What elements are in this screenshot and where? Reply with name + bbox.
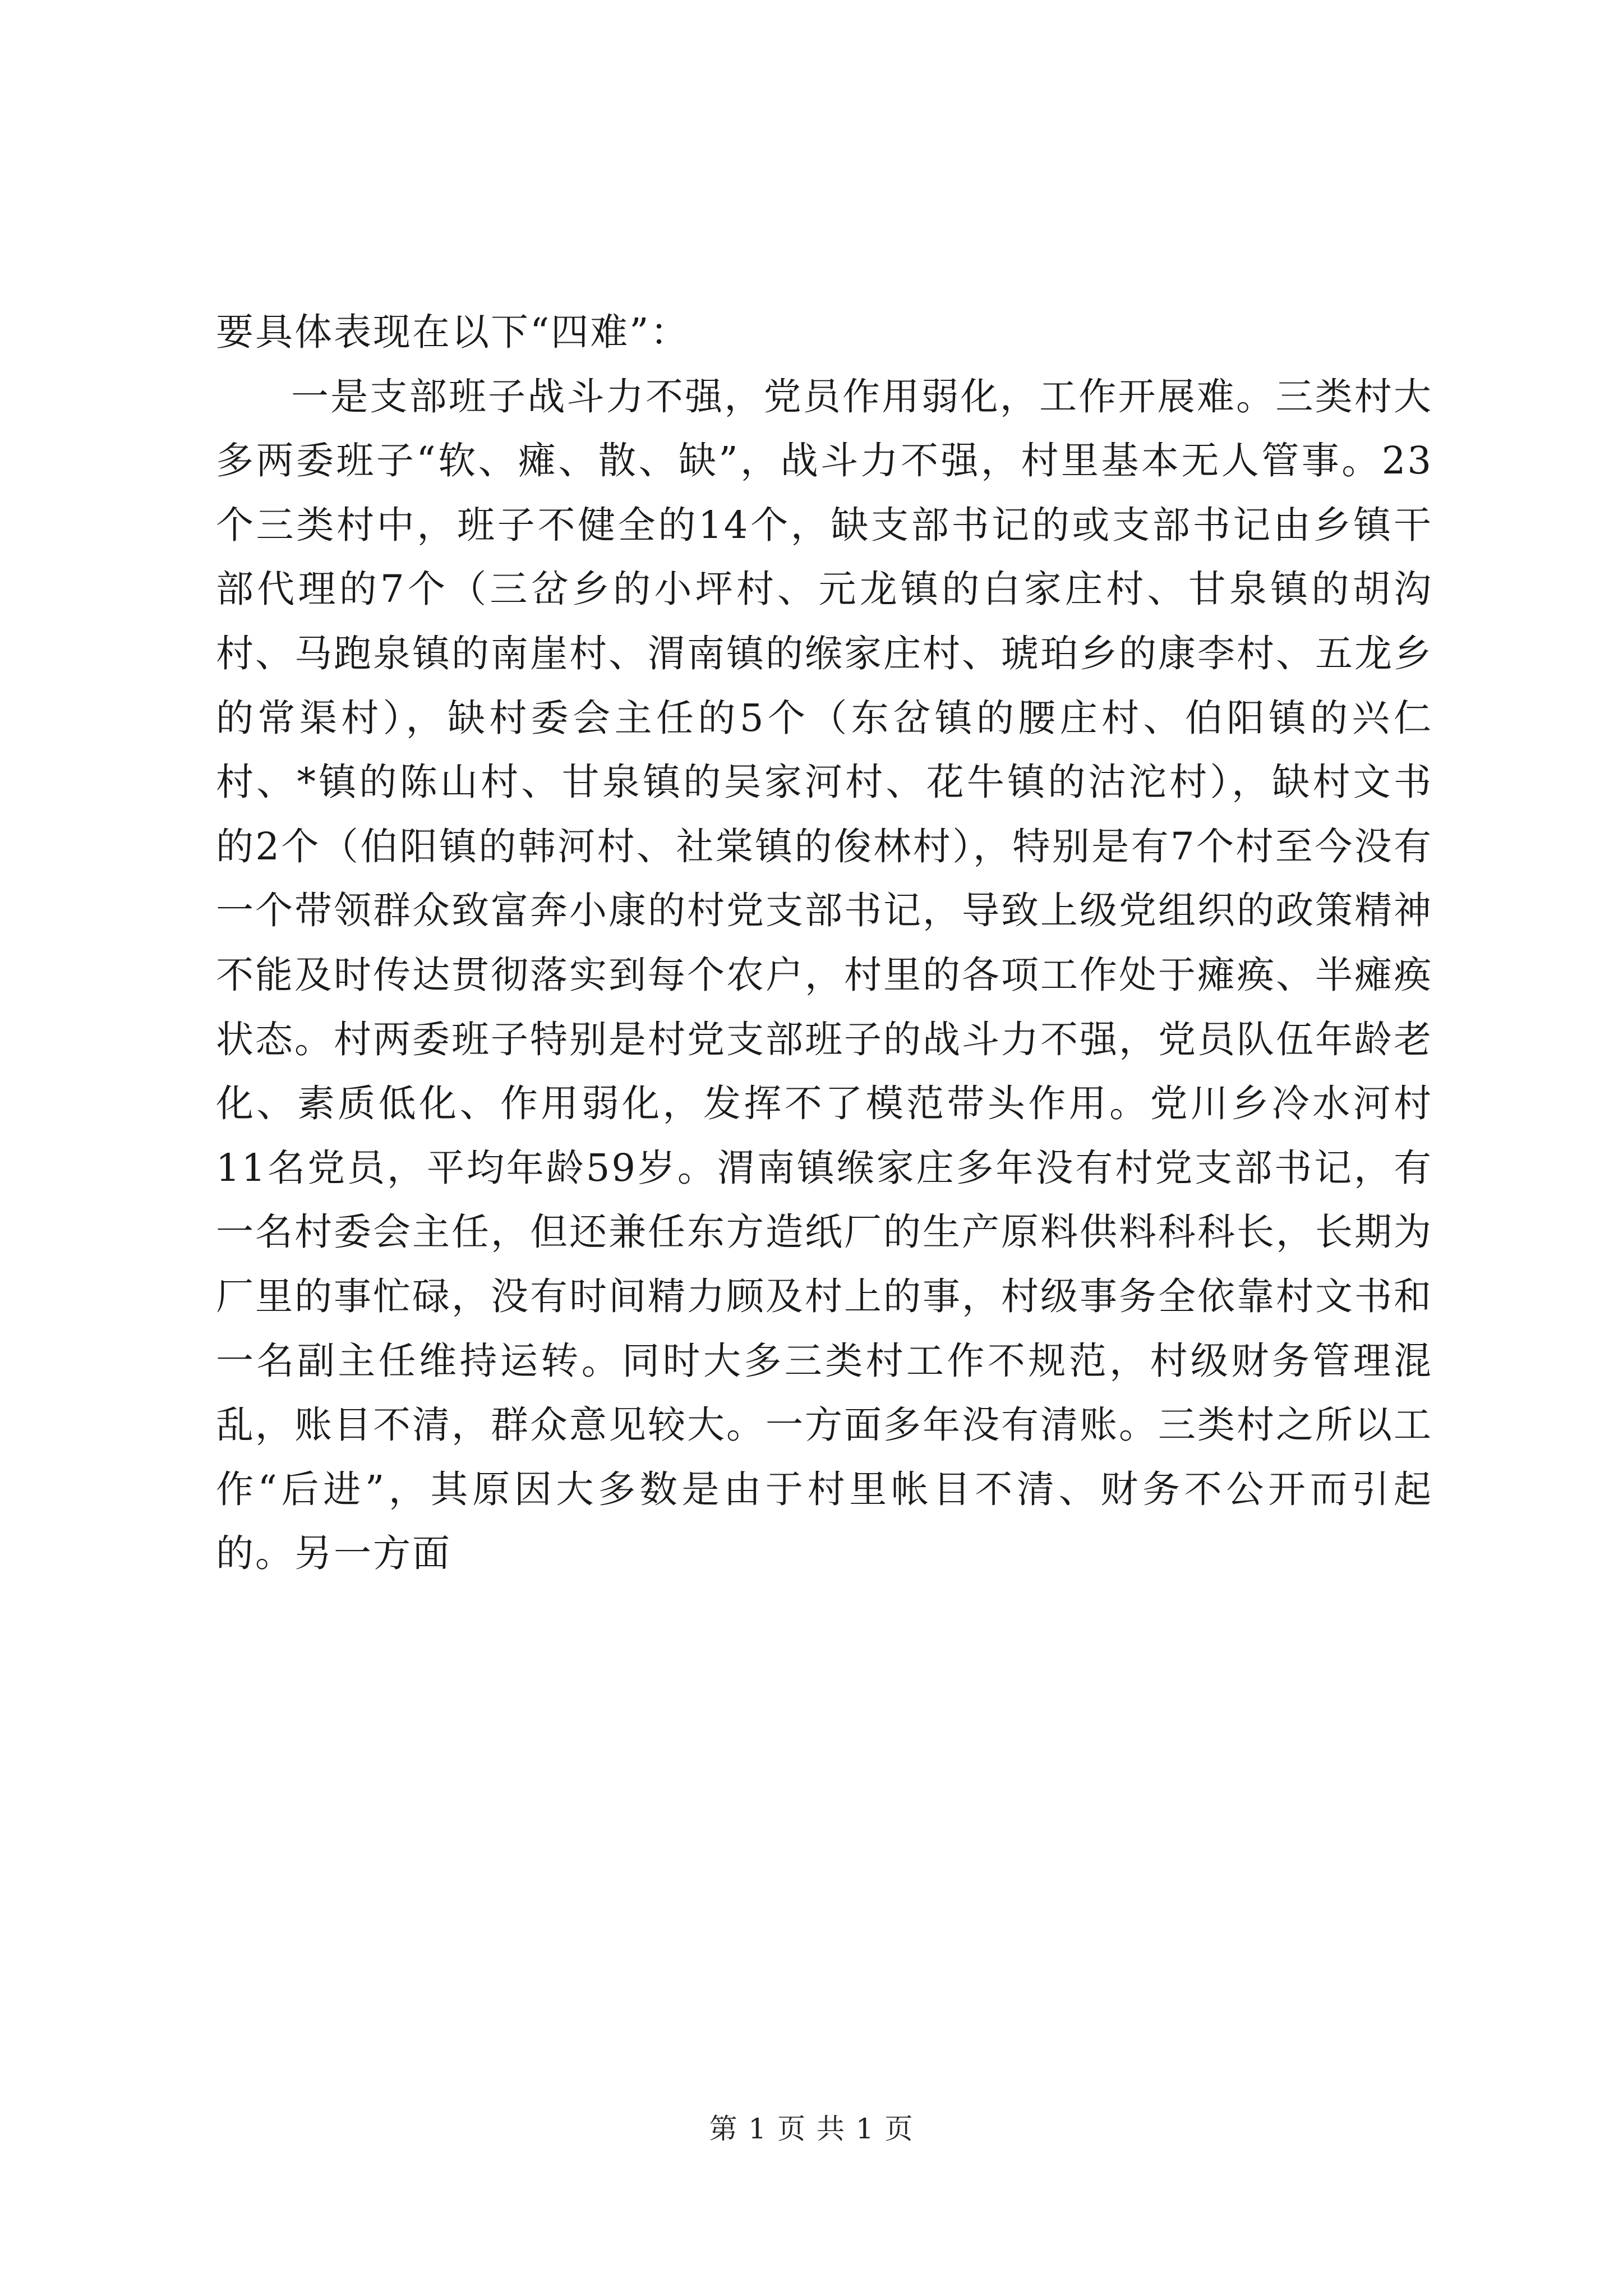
document-body [216,300,1433,1586]
page-footer: 第 1 页 共 1 页 [709,2113,914,2145]
paragraph-intro: 要具体表现在以下“四难”： [216,310,690,354]
paragraph-main: 一是支部班子战斗力不强，党员作用弱化，工作开展难。三类村大多两委班子“软、瘫、散、缺”，战斗力不强，村里基本无人管事。23个三类村中，班子不健全的14个，缺支部书记的或支部书记由乡镇干部代理的7个（三岔乡的小坪村、元龙镇的白家庄村、甘泉镇的胡沟村、马跑泉镇的南崖村、渭南镇的缑家庄村、琥珀乡的康李村、五龙乡的常渠村），缺村委会主任的5个（东岔镇的腰庄村、伯阳镇的兴仁村、*镇的陈山村、甘泉镇的吴家河村、花牛镇的沽沱村），缺村文书的2个（伯阳镇的韩河村、社棠镇的俊林村），特别是有7个村至今没有一个带领群众致富奔小康的村党支部书记，导致上级党组织的政策精神不能及时传达贯彻落实到每个农户，村里的各项工作处于瘫痪、半瘫痪状态。村两委班子特别是村党支部班子的战斗力不强，党员队伍年龄老化、素质低化、作用弱化，发挥不了模范带头作用。党川乡冷水河村11名党员，平均年龄59岁。渭南镇缑家庄多年没有村党支部书记，有一名村委会主任，但还兼任东方造纸厂的生产原料供料科科长，长期为厂里的事忙碌，没有时间精力顾及村上的事，村级事务全依靠村文书和一名副主任维持运转。同时大多三类村工作不规范，村级财务管理混乱，账目不清，群众意见较大。一方面多年没有清账。三类村之所以工作“后进”，其原因大多数是由于村里帐目不清、财务不公开而引起的。另一方面 [216,374,1433,1576]
